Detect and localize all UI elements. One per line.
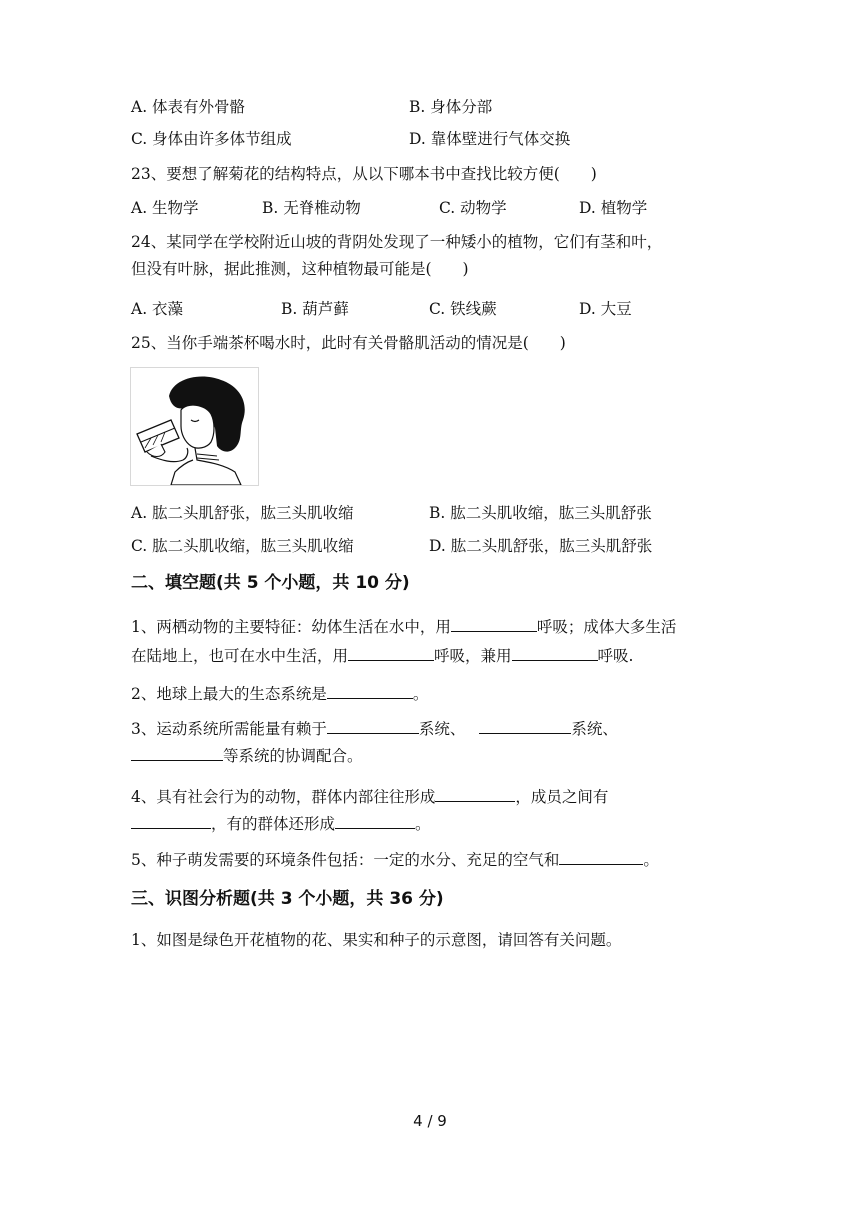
q24-option-a: A. 衣藻: [131, 300, 184, 318]
answer-blank[interactable]: [559, 850, 643, 865]
q23-stem: 23、要想了解菊花的结构特点，从以下哪本书中查找比较方便( ): [131, 165, 597, 183]
q24-stem-line1: 24、某同学在学校附近山坡的背阴处发现了一种矮小的植物，它们有茎和叶，: [131, 233, 663, 251]
fill-q4-text-a: 4、具有社会行为的动物，群体内部往往形成: [131, 788, 436, 806]
q24-option-b: B. 葫芦藓: [281, 300, 349, 318]
fill-q1-line1: [131, 617, 676, 637]
fill-q3-text-c: 系统、: [571, 720, 618, 738]
fill-q3-text-d: 等系统的协调配合。: [223, 747, 363, 765]
q22-option-c: C. 身体由许多体节组成: [131, 130, 292, 148]
answer-blank[interactable]: [335, 814, 415, 829]
answer-blank[interactable]: [327, 719, 419, 734]
fill-q5: [131, 850, 659, 870]
q25-option-b: B. 肱二头肌收缩，肱三头肌舒张: [429, 504, 652, 522]
answer-blank[interactable]: [327, 684, 413, 699]
q24-option-d: D. 大豆: [579, 300, 632, 318]
fill-q3-text-b: 系统、: [418, 720, 466, 738]
q22-option-d: D. 靠体壁进行气体交换: [409, 130, 571, 148]
fill-q4-text-d: 。: [415, 815, 431, 833]
fill-q2-text-a: 2、地球上最大的生态系统是: [131, 685, 327, 703]
fill-q2-text-b: 。: [412, 685, 429, 703]
q24-option-c: C. 铁线蕨: [429, 300, 497, 318]
q24-stem-line2: 但没有叶脉，据此推测，这种植物最可能是( ): [131, 260, 469, 278]
fill-q1-text-d: 呼吸，兼用: [434, 647, 512, 665]
fill-q3-text-a: 3、运动系统所需能量有赖于: [131, 720, 327, 738]
answer-blank[interactable]: [131, 814, 211, 829]
fill-q3-line2: [131, 746, 363, 766]
q25-stem: 25、当你手端茶杯喝水时，此时有关骨骼肌活动的情况是( ): [131, 334, 566, 352]
fill-q1-line2: [131, 646, 633, 666]
section3-q1: 1、如图是绿色开花植物的花、果实和种子的示意图，请回答有关问题。: [131, 931, 622, 949]
q23-option-d: D. 植物学: [579, 199, 648, 217]
page-number: 4 / 9: [413, 1112, 447, 1130]
fill-q1-text-b: 呼吸；成体大多生活: [536, 618, 677, 636]
q23-option-b: B. 无脊椎动物: [262, 199, 361, 217]
fill-q5-text-a: 5、种子萌发需要的环境条件包括：一定的水分、充足的空气和: [131, 851, 560, 869]
answer-blank[interactable]: [512, 646, 598, 661]
q22-option-a: A. 体表有外骨骼: [131, 98, 246, 116]
fill-q4-line1: [131, 787, 608, 807]
q25-option-c: C. 肱二头肌收缩，肱三头肌收缩: [131, 537, 354, 555]
section2-title: 二、填空题(共 5 个小题，共 10 分): [131, 573, 410, 593]
fill-q3-line1: [131, 719, 618, 739]
q25-option-a: A. 肱二头肌舒张，肱三头肌收缩: [131, 504, 354, 522]
answer-blank[interactable]: [131, 746, 223, 761]
drinking-figure-image: [130, 367, 259, 486]
q22-option-b: B. 身体分部: [409, 98, 493, 116]
section3-title: 三、识图分析题(共 3 个小题，共 36 分): [131, 889, 444, 909]
fill-q1-text-a: 1、两栖动物的主要特征：幼体生活在水中，用: [131, 618, 451, 636]
answer-blank[interactable]: [348, 646, 434, 661]
fill-q4-text-c: ，有的群体还形成: [211, 815, 336, 833]
fill-q4-text-b: ，成员之间有: [515, 788, 609, 806]
q23-option-c: C. 动物学: [439, 199, 507, 217]
q25-option-d: D. 肱二头肌舒张，肱三头肌舒张: [429, 537, 653, 555]
answer-blank[interactable]: [479, 719, 571, 734]
answer-blank[interactable]: [451, 617, 537, 632]
fill-q1-text-c: 在陆地上，也可在水中生活，用: [131, 647, 349, 665]
fill-q4-line2: [131, 814, 431, 834]
q23-option-a: A. 生物学: [131, 199, 199, 217]
fill-q2: [131, 684, 428, 704]
fill-q1-text-e: 呼吸.: [597, 647, 634, 665]
fill-q5-text-b: 。: [643, 851, 659, 869]
answer-blank[interactable]: [435, 787, 515, 802]
